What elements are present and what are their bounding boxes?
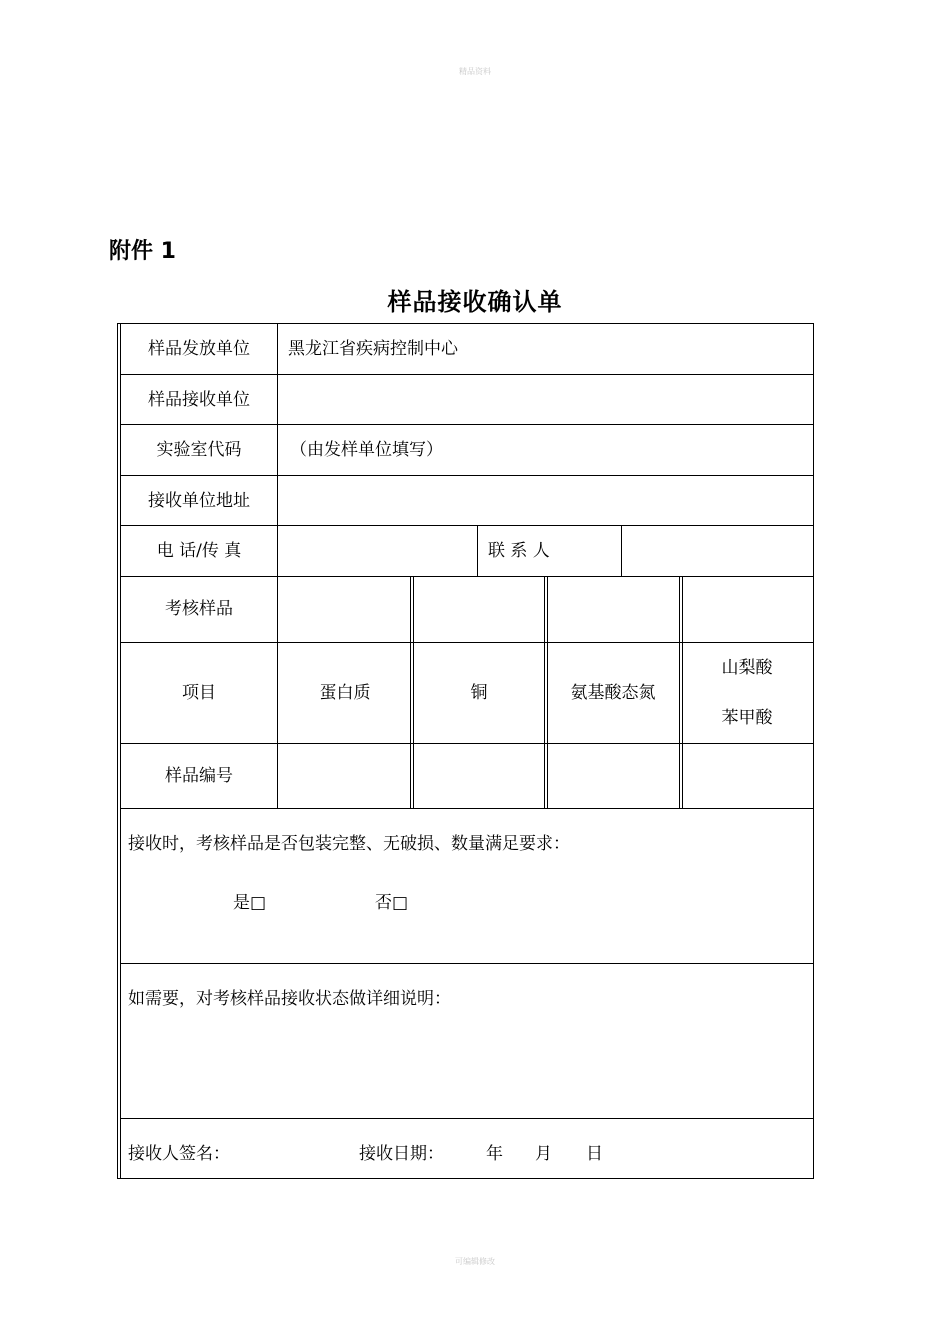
column-divider	[410, 576, 411, 808]
details-prompt: 如需要，对考核样品接收状态做详细说明：	[128, 989, 451, 1009]
label-column-divider	[277, 323, 278, 808]
receive-date-label: 接收日期：	[359, 1144, 444, 1164]
attachment-label: 附件 1	[109, 239, 176, 264]
address-label: 接收单位地址	[148, 491, 250, 511]
column-divider	[547, 576, 548, 808]
column-divider	[679, 576, 680, 808]
phone-fax-label: 电 话/传 真	[156, 541, 242, 561]
signer-label: 接收人签名：	[128, 1144, 230, 1164]
integrity-question: 接收时，考核样品是否包装完整、无破损、数量满足要求：	[128, 834, 570, 854]
row-divider	[120, 576, 813, 577]
date-month: 月	[535, 1144, 552, 1164]
item-benzoic-acid: 苯甲酸	[721, 708, 773, 728]
column-divider	[544, 576, 545, 808]
receiver-label: 样品接收单位	[148, 390, 250, 410]
column-divider	[682, 576, 683, 808]
footer-watermark-note: 可编辑修改	[455, 1257, 495, 1266]
lab-code-label: 实验室代码	[156, 440, 242, 460]
contact-field[interactable]	[623, 527, 811, 575]
sender-value: 黑龙江省疾病控制中心	[288, 339, 458, 359]
row-divider	[120, 374, 813, 375]
items-label: 项目	[182, 683, 216, 703]
samples-label: 考核样品	[165, 599, 233, 619]
item-protein: 蛋白质	[319, 683, 371, 703]
integrity-no-checkbox[interactable]: 否□	[375, 893, 409, 913]
receiver-field[interactable]	[279, 376, 811, 423]
row-divider	[120, 808, 813, 809]
item-sorbic-acid: 山梨酸	[721, 658, 773, 678]
row-divider	[120, 1118, 813, 1119]
phone-fax-field[interactable]	[279, 527, 476, 575]
column-divider	[477, 525, 478, 576]
row-divider	[120, 424, 813, 425]
form-title: 样品接收确认单	[387, 288, 563, 316]
row-divider	[120, 963, 813, 964]
header-watermark-note: 精品资料	[459, 67, 491, 76]
address-field[interactable]	[279, 477, 811, 524]
row-divider	[120, 475, 813, 476]
sample-number-label: 样品编号	[165, 766, 233, 786]
column-divider	[621, 525, 622, 576]
date-day: 日	[586, 1144, 603, 1164]
item-amino-acid-nitrogen: 氨基酸态氮	[570, 683, 656, 703]
lab-code-value: （由发样单位填写）	[290, 440, 443, 460]
column-divider	[413, 576, 414, 808]
row-divider	[120, 743, 813, 744]
item-copper: 铜	[470, 683, 488, 703]
contact-label: 联 系 人	[488, 541, 550, 561]
sender-label: 样品发放单位	[148, 339, 250, 359]
date-year: 年	[486, 1144, 503, 1164]
row-divider	[120, 525, 813, 526]
row-divider	[120, 642, 813, 643]
integrity-yes-checkbox[interactable]: 是□	[233, 893, 267, 913]
